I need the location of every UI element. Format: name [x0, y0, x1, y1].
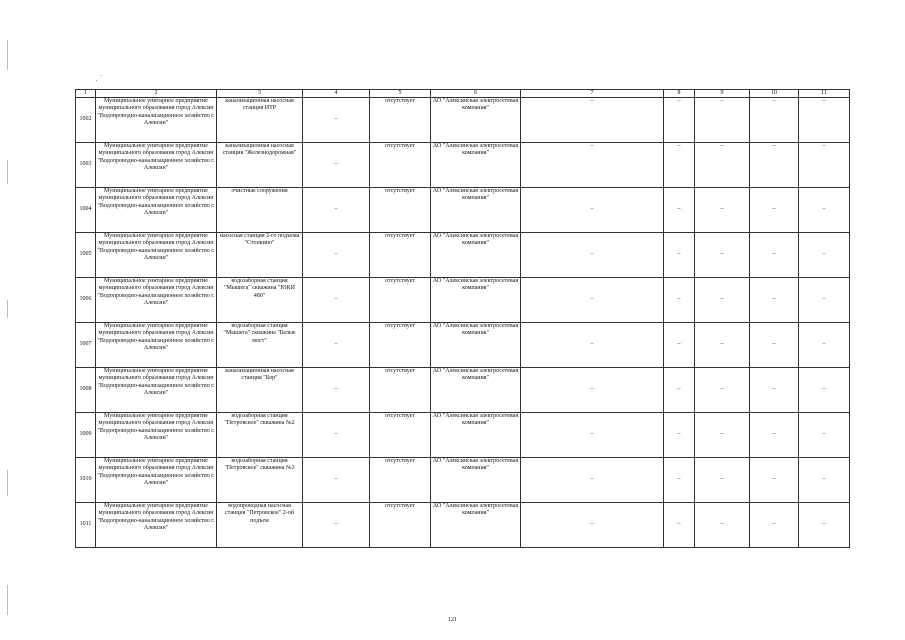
column-10-cell: – [799, 98, 850, 143]
grid-company-cell: АО "Алексинская электросетевая компания" [431, 188, 521, 233]
status-cell: отсутствует [370, 188, 431, 233]
column-3-cell: – [303, 98, 370, 143]
column-6-cell: – [521, 503, 664, 548]
column-8-cell: – [695, 368, 750, 413]
grid-company-cell: АО "Алексинская электросетевая компания" [431, 368, 521, 413]
column-6-cell: – [521, 188, 664, 233]
grid-company-cell: АО "Алексинская электросетевая компания" [431, 458, 521, 503]
scan-speck [101, 75, 102, 76]
column-7-cell: – [664, 143, 695, 188]
column-3-cell: – [303, 368, 370, 413]
object-cell: водопроводная насосная станция "Петровское" 2-ой подъем [217, 503, 303, 548]
status-cell: отсутствует [370, 233, 431, 278]
column-10-cell: – [799, 233, 850, 278]
table-row [76, 143, 850, 188]
column-header: 9 [695, 90, 750, 98]
object-cell: водозаборная станция "Петровское" скважина №2 [217, 413, 303, 458]
table-row [76, 233, 850, 278]
object-cell: водозаборная станция "Мышега" скважина "ЮКИ 480" [217, 278, 303, 323]
owner-cell: Муниципальное унитарное предприятие муниципального образования город Алексин "Водопроводно-канализационное хозяйство г. Алексин" [96, 143, 217, 188]
column-10-cell: – [799, 323, 850, 368]
status-cell: отсутствует [370, 278, 431, 323]
column-7-cell: – [664, 278, 695, 323]
owner-cell: Муниципальное унитарное предприятие муниципального образования город Алексин "Водопроводно-канализационное хозяйство г. Алексин" [96, 98, 217, 143]
column-8-cell: – [695, 143, 750, 188]
column-7-cell: – [664, 413, 695, 458]
column-9-cell: – [750, 503, 799, 548]
status-cell: отсутствует [370, 98, 431, 143]
column-7-cell: – [664, 98, 695, 143]
column-3-cell: – [303, 143, 370, 188]
row-number: 1005 [76, 233, 96, 278]
column-9-cell: – [750, 98, 799, 143]
status-cell: отсутствует [370, 458, 431, 503]
grid-company-cell: АО "Алексинская электросетевая компания" [431, 278, 521, 323]
scan-edge-mark [7, 40, 8, 70]
grid-company-cell: АО "Алексинская электросетевая компания" [431, 98, 521, 143]
owner-cell: Муниципальное унитарное предприятие муниципального образования город Алексин "Водопроводно-канализационное хозяйство г. Алексин" [96, 323, 217, 368]
owner-cell: Муниципальное унитарное предприятие муниципального образования город Алексин "Водопроводно-канализационное хозяйство г. Алексин" [96, 188, 217, 233]
column-7-cell: – [664, 323, 695, 368]
object-cell: насосная станция 2-го подъема "Стопкино" [217, 233, 303, 278]
table-row [76, 323, 850, 368]
row-number: 1006 [76, 278, 96, 323]
column-3-cell: – [303, 458, 370, 503]
column-3-cell: – [303, 413, 370, 458]
column-7-cell: – [664, 458, 695, 503]
owner-cell: Муниципальное унитарное предприятие муниципального образования город Алексин "Водопроводно-канализационное хозяйство г. Алексин" [96, 368, 217, 413]
column-7-cell: – [664, 503, 695, 548]
column-6-cell: – [521, 323, 664, 368]
column-8-cell: – [695, 188, 750, 233]
object-cell: канализационная насосная станция "Бор" [217, 368, 303, 413]
column-6-cell: – [521, 368, 664, 413]
column-8-cell: – [695, 323, 750, 368]
scan-edge-mark [7, 300, 8, 318]
column-8-cell: – [695, 503, 750, 548]
object-cell: водозаборная станция "Петровское" скважина №3 [217, 458, 303, 503]
column-10-cell: – [799, 368, 850, 413]
scan-edge-mark [7, 470, 8, 496]
column-9-cell: – [750, 233, 799, 278]
status-cell: отсутствует [370, 143, 431, 188]
column-8-cell: – [695, 278, 750, 323]
column-header: 10 [750, 90, 799, 98]
status-cell: отсутствует [370, 503, 431, 548]
column-9-cell: – [750, 323, 799, 368]
row-number: 1009 [76, 413, 96, 458]
column-header: 11 [799, 90, 850, 98]
column-6-cell: – [521, 98, 664, 143]
column-8-cell: – [695, 413, 750, 458]
column-6-cell: – [521, 413, 664, 458]
status-cell: отсутствует [370, 368, 431, 413]
table-row [76, 413, 850, 458]
column-3-cell: – [303, 278, 370, 323]
column-header: 7 [521, 90, 664, 98]
object-cell: канализационная насосная станция "Железнодорожная" [217, 143, 303, 188]
column-9-cell: – [750, 458, 799, 503]
table-row [76, 98, 850, 143]
table-row [76, 368, 850, 413]
column-header: 8 [664, 90, 695, 98]
grid-company-cell: АО "Алексинская электросетевая компания" [431, 323, 521, 368]
grid-company-cell: АО "Алексинская электросетевая компания" [431, 413, 521, 458]
grid-company-cell: АО "Алексинская электросетевая компания" [431, 143, 521, 188]
row-number: 1003 [76, 143, 96, 188]
column-header: 4 [303, 90, 370, 98]
object-cell: очистные сооружения [217, 188, 303, 233]
column-7-cell: – [664, 188, 695, 233]
column-7-cell: – [664, 233, 695, 278]
column-9-cell: – [750, 278, 799, 323]
column-8-cell: – [695, 98, 750, 143]
owner-cell: Муниципальное унитарное предприятие муниципального образования город Алексин "Водопроводно-канализационное хозяйство г. Алексин" [96, 233, 217, 278]
status-cell: отсутствует [370, 323, 431, 368]
object-cell: водозаборная станция "Мышега" скважина "Белые мост" [217, 323, 303, 368]
owner-cell: Муниципальное унитарное предприятие муниципального образования город Алексин "Водопроводно-канализационное хозяйство г. Алексин" [96, 503, 217, 548]
column-3-cell: – [303, 323, 370, 368]
column-10-cell: – [799, 188, 850, 233]
table-row [76, 458, 850, 503]
grid-company-cell: АО "Алексинская электросетевая компания" [431, 233, 521, 278]
column-3-cell: – [303, 503, 370, 548]
column-9-cell: – [750, 413, 799, 458]
column-10-cell: – [799, 413, 850, 458]
owner-cell: Муниципальное унитарное предприятие муниципального образования город Алексин "Водопроводно-канализационное хозяйство г. Алексин" [96, 413, 217, 458]
table-row [76, 503, 850, 548]
owner-cell: Муниципальное унитарное предприятие муниципального образования город Алексин "Водопроводно-канализационное хозяйство г. Алексин" [96, 278, 217, 323]
column-header: 3 [217, 90, 303, 98]
column-6-cell: – [521, 278, 664, 323]
page-number: 121 [448, 617, 457, 623]
grid-company-cell: АО "Алексинская электросетевая компания" [431, 503, 521, 548]
column-header: 6 [431, 90, 521, 98]
column-6-cell: – [521, 233, 664, 278]
status-cell: отсутствует [370, 413, 431, 458]
column-9-cell: – [750, 143, 799, 188]
table-header-row [76, 90, 850, 98]
column-8-cell: – [695, 458, 750, 503]
column-10-cell: – [799, 458, 850, 503]
object-cell: канализационная насосная станция ИТР [217, 98, 303, 143]
table-row [76, 278, 850, 323]
register-table [75, 89, 850, 548]
row-number: 1002 [76, 98, 96, 143]
column-10-cell: – [799, 143, 850, 188]
column-header: 1 [76, 90, 96, 98]
row-number: 1011 [76, 503, 96, 548]
scan-speck [96, 80, 97, 81]
column-header: 5 [370, 90, 431, 98]
row-number: 1010 [76, 458, 96, 503]
owner-cell: Муниципальное унитарное предприятие муниципального образования город Алексин "Водопроводно-канализационное хозяйство г. Алексин" [96, 458, 217, 503]
column-header: 2 [96, 90, 217, 98]
column-6-cell: – [521, 143, 664, 188]
column-6-cell: – [521, 458, 664, 503]
row-number: 1008 [76, 368, 96, 413]
column-9-cell: – [750, 188, 799, 233]
row-number: 1004 [76, 188, 96, 233]
column-10-cell: – [799, 503, 850, 548]
table-row [76, 188, 850, 233]
scan-edge-mark [7, 160, 8, 184]
column-10-cell: – [799, 278, 850, 323]
column-3-cell: – [303, 233, 370, 278]
column-7-cell: – [664, 368, 695, 413]
scan-edge-mark [7, 585, 8, 615]
column-3-cell: – [303, 188, 370, 233]
column-8-cell: – [695, 233, 750, 278]
column-9-cell: – [750, 368, 799, 413]
row-number: 1007 [76, 323, 96, 368]
